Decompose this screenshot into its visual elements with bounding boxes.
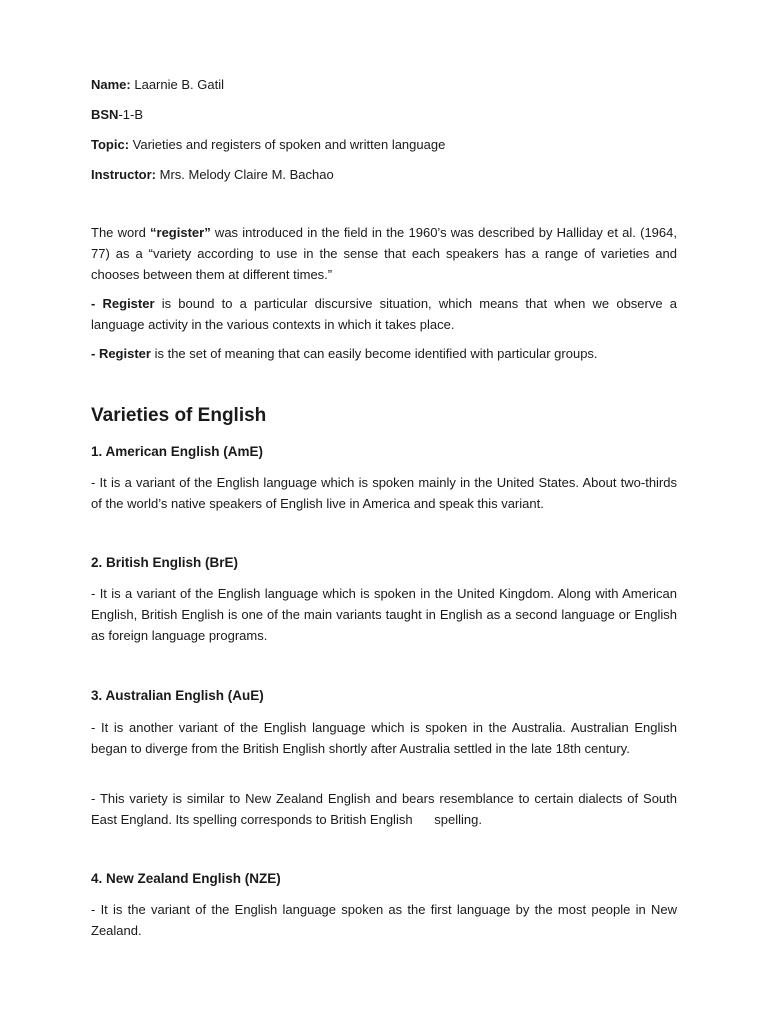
australian-english-paragraph-1: - It is another variant of the English language which is spoken in the Australia. Australian English began to diverge from the British English shortly after Australia settled in the late 18th century. [91,720,677,756]
instructor-value: Mrs. Melody Claire M. Bachao [156,167,334,182]
topic-line [91,137,445,153]
bsn-line [91,107,143,123]
bsn-label: BSN [91,107,119,122]
intro-p3-register-term: - Register [91,346,151,361]
intro-paragraph-2 [91,293,677,335]
intro-p1-text-a: The word [91,225,151,240]
name-label: Name: [91,77,131,92]
british-english-title: 2. British English (BrE) [91,555,239,570]
bsn-value: -1-B [118,107,144,122]
topic-label: Topic: [91,137,130,152]
intro-p2-text: is bound to a particular discursive situation, which means that when we observe a language activity in the various contexts in which it takes place. [91,296,677,332]
intro-p3-text: is the set of meaning that can easily become identified with particular groups. [150,346,598,361]
intro-paragraph-3 [91,343,677,364]
american-english-title: 1. American English (AmE) [91,444,264,459]
intro-p1-text-b: was introduced in the field in the 1960’s was described by Halliday et al. (1964, 77) as a “variety according to use in the sense that each speakers has a range of varieties and chooses between them at different times.” [91,225,677,282]
australian-english-title: 3. Australian English (AuE) [91,688,264,703]
british-english-paragraph: - It is a variant of the English language which is spoken in the United Kingdom. Along with American English, British English is one of the main variants taught in English as a second language or English as foreign language programs. [91,586,677,643]
instructor-label: Instructor: [91,167,156,182]
intro-p1-register-term: “register” [150,225,211,240]
topic-value: Varieties and registers of spoken and written language [129,137,446,152]
intro-paragraph-1 [91,222,677,285]
instructor-line [91,167,334,183]
varieties-heading: Varieties of English [91,405,267,426]
new-zealand-english-title: 4. New Zealand English (NZE) [91,871,281,886]
name-line [91,77,224,93]
intro-p2-register-term: - Register [91,296,155,311]
australian-english-paragraph-2: - This variety is similar to New Zealand English and bears resemblance to certain dialects of South East England. Its spelling corresponds to British English spelling. [91,791,681,827]
name-value: Laarnie B. Gatil [130,77,224,92]
american-english-paragraph: - It is a variant of the English language which is spoken mainly in the United States. About two-thirds of the world’s native speakers of English live in America and speak this variant. [91,475,677,511]
new-zealand-english-paragraph: - It is the variant of the English language spoken as the first language by the most people in New Zealand. [91,902,677,938]
